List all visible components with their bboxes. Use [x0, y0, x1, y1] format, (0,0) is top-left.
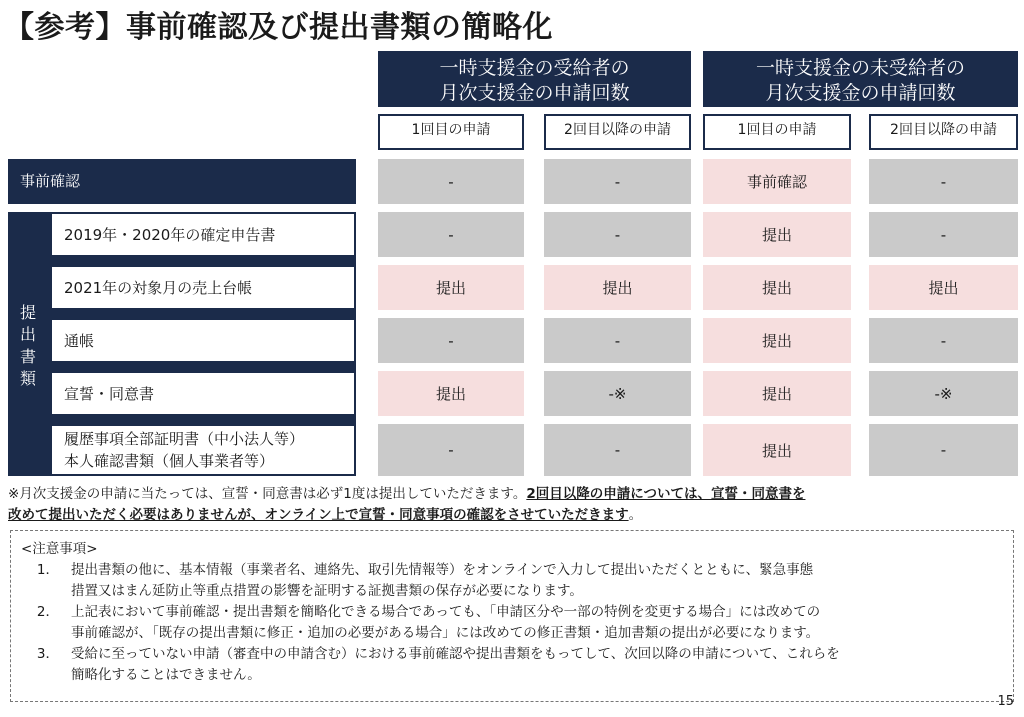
table-cell: - — [869, 212, 1018, 257]
note-item — [21, 560, 1003, 602]
subheader-second-application: 2回目以降の申請 — [869, 114, 1018, 150]
note-number: 3． — [36, 646, 59, 662]
note-line: 事前確認が、「既存の提出書類に修正・追加の必要がある場合」には改めての修正書類・追加書類の提出が必要になります。 — [71, 625, 820, 641]
note-line: 提出書類の他に、基本情報（事業者名、連絡先、取引先情報等）をオンラインで入力して提出いただくとともに、緊急事態 — [71, 562, 814, 578]
note-line: 措置又はまん延防止等重点措置の影響を証明する証拠書類の保存が必要になります。 — [71, 583, 583, 599]
table-cell: - — [544, 212, 691, 257]
footnote-emphasis: 改めて提出いただく必要はありませんが、オンライン上で宣誓・同意事項の確認をさせていただきます — [8, 507, 629, 523]
table-cell: - — [869, 159, 1018, 204]
footnote-end: 。 — [628, 507, 643, 523]
vertical-label-char: 提 — [19, 303, 36, 322]
table-cell: 提出 — [703, 424, 851, 476]
column-group-non-recipients — [703, 51, 1018, 107]
subheader-second-application: 2回目以降の申請 — [544, 114, 691, 150]
note-number: 2． — [36, 604, 59, 620]
table-cell: - — [378, 424, 524, 476]
table-cell: - — [378, 318, 524, 363]
table-cell: - — [378, 159, 524, 204]
table-cell: - — [378, 212, 524, 257]
table-cell: 提出 — [703, 318, 851, 363]
row-label-line: 本人確認書類（個人事業者等） — [64, 452, 275, 470]
row-label: 2019年・2020年の確定申告書 — [50, 212, 356, 257]
row-label: 通帳 — [50, 318, 356, 363]
subheader-first-application: 1回目の申請 — [378, 114, 524, 150]
table-cell: 事前確認 — [703, 159, 851, 204]
table-cell: 提出 — [703, 212, 851, 257]
table-cell: - — [544, 159, 691, 204]
vertical-label-char: 出 — [19, 325, 36, 344]
column-group-recipients — [378, 51, 691, 107]
table-cell: - — [869, 318, 1018, 363]
table-cell: -※ — [869, 371, 1018, 416]
table-cell: 提出 — [378, 265, 524, 310]
column-group-line: 月次支援金の申請回数 — [439, 82, 630, 104]
subheader-first-application: 1回目の申請 — [703, 114, 851, 150]
note-item — [21, 602, 1003, 644]
table-cell: 提出 — [378, 371, 524, 416]
row-label — [50, 424, 356, 476]
vertical-label-char: 類 — [19, 369, 36, 388]
table-cell: 提出 — [869, 265, 1018, 310]
table-cell: - — [544, 318, 691, 363]
table-cell: -※ — [544, 371, 691, 416]
column-group-line: 月次支援金の申請回数 — [765, 82, 956, 104]
vertical-label-char: 書 — [19, 347, 36, 366]
note-item — [21, 644, 1003, 686]
row-label: 宣誓・同意書 — [50, 371, 356, 416]
table-cell: 提出 — [703, 265, 851, 310]
table-cell: 提出 — [703, 371, 851, 416]
table-cell: 提出 — [544, 265, 691, 310]
table-cell: - — [544, 424, 691, 476]
note-line: 簡略化することはできません。 — [71, 667, 261, 683]
note-line: 上記表において事前確認・提出書類を簡略化できる場合であっても、「申請区分や一部の特例を変更する場合」には改めての — [71, 604, 821, 620]
notes-header: <注意事項> — [21, 541, 98, 557]
row-label-line: 履歴事項全部証明書（中小法人等） — [64, 430, 305, 448]
footnote-text: ※月次支援金の申請に当たっては、宣誓・同意書は必ず1度は提出していただきます。 — [8, 486, 527, 502]
notes-box — [10, 530, 1014, 702]
note-number: 1． — [36, 562, 59, 578]
table-cell: - — [869, 424, 1018, 476]
note-line: 受給に至っていない申請（審査中の申請含む）における事前確認や提出書類をもってして、次回以降の申請について、これらを — [71, 646, 840, 662]
footnote — [8, 484, 1018, 526]
column-group-line: 一時支援金の未受給者の — [755, 57, 965, 79]
page-title: 【参考】事前確認及び提出書類の簡略化 — [4, 10, 553, 45]
row-label: 2021年の対象月の売上台帳 — [50, 265, 356, 310]
row-header-prior-check: 事前確認 — [8, 159, 356, 204]
page-number: 15 — [997, 694, 1014, 709]
column-group-line: 一時支援金の受給者の — [439, 57, 630, 79]
footnote-emphasis: 2回目以降の申請については、宣誓・同意書を — [526, 486, 806, 502]
